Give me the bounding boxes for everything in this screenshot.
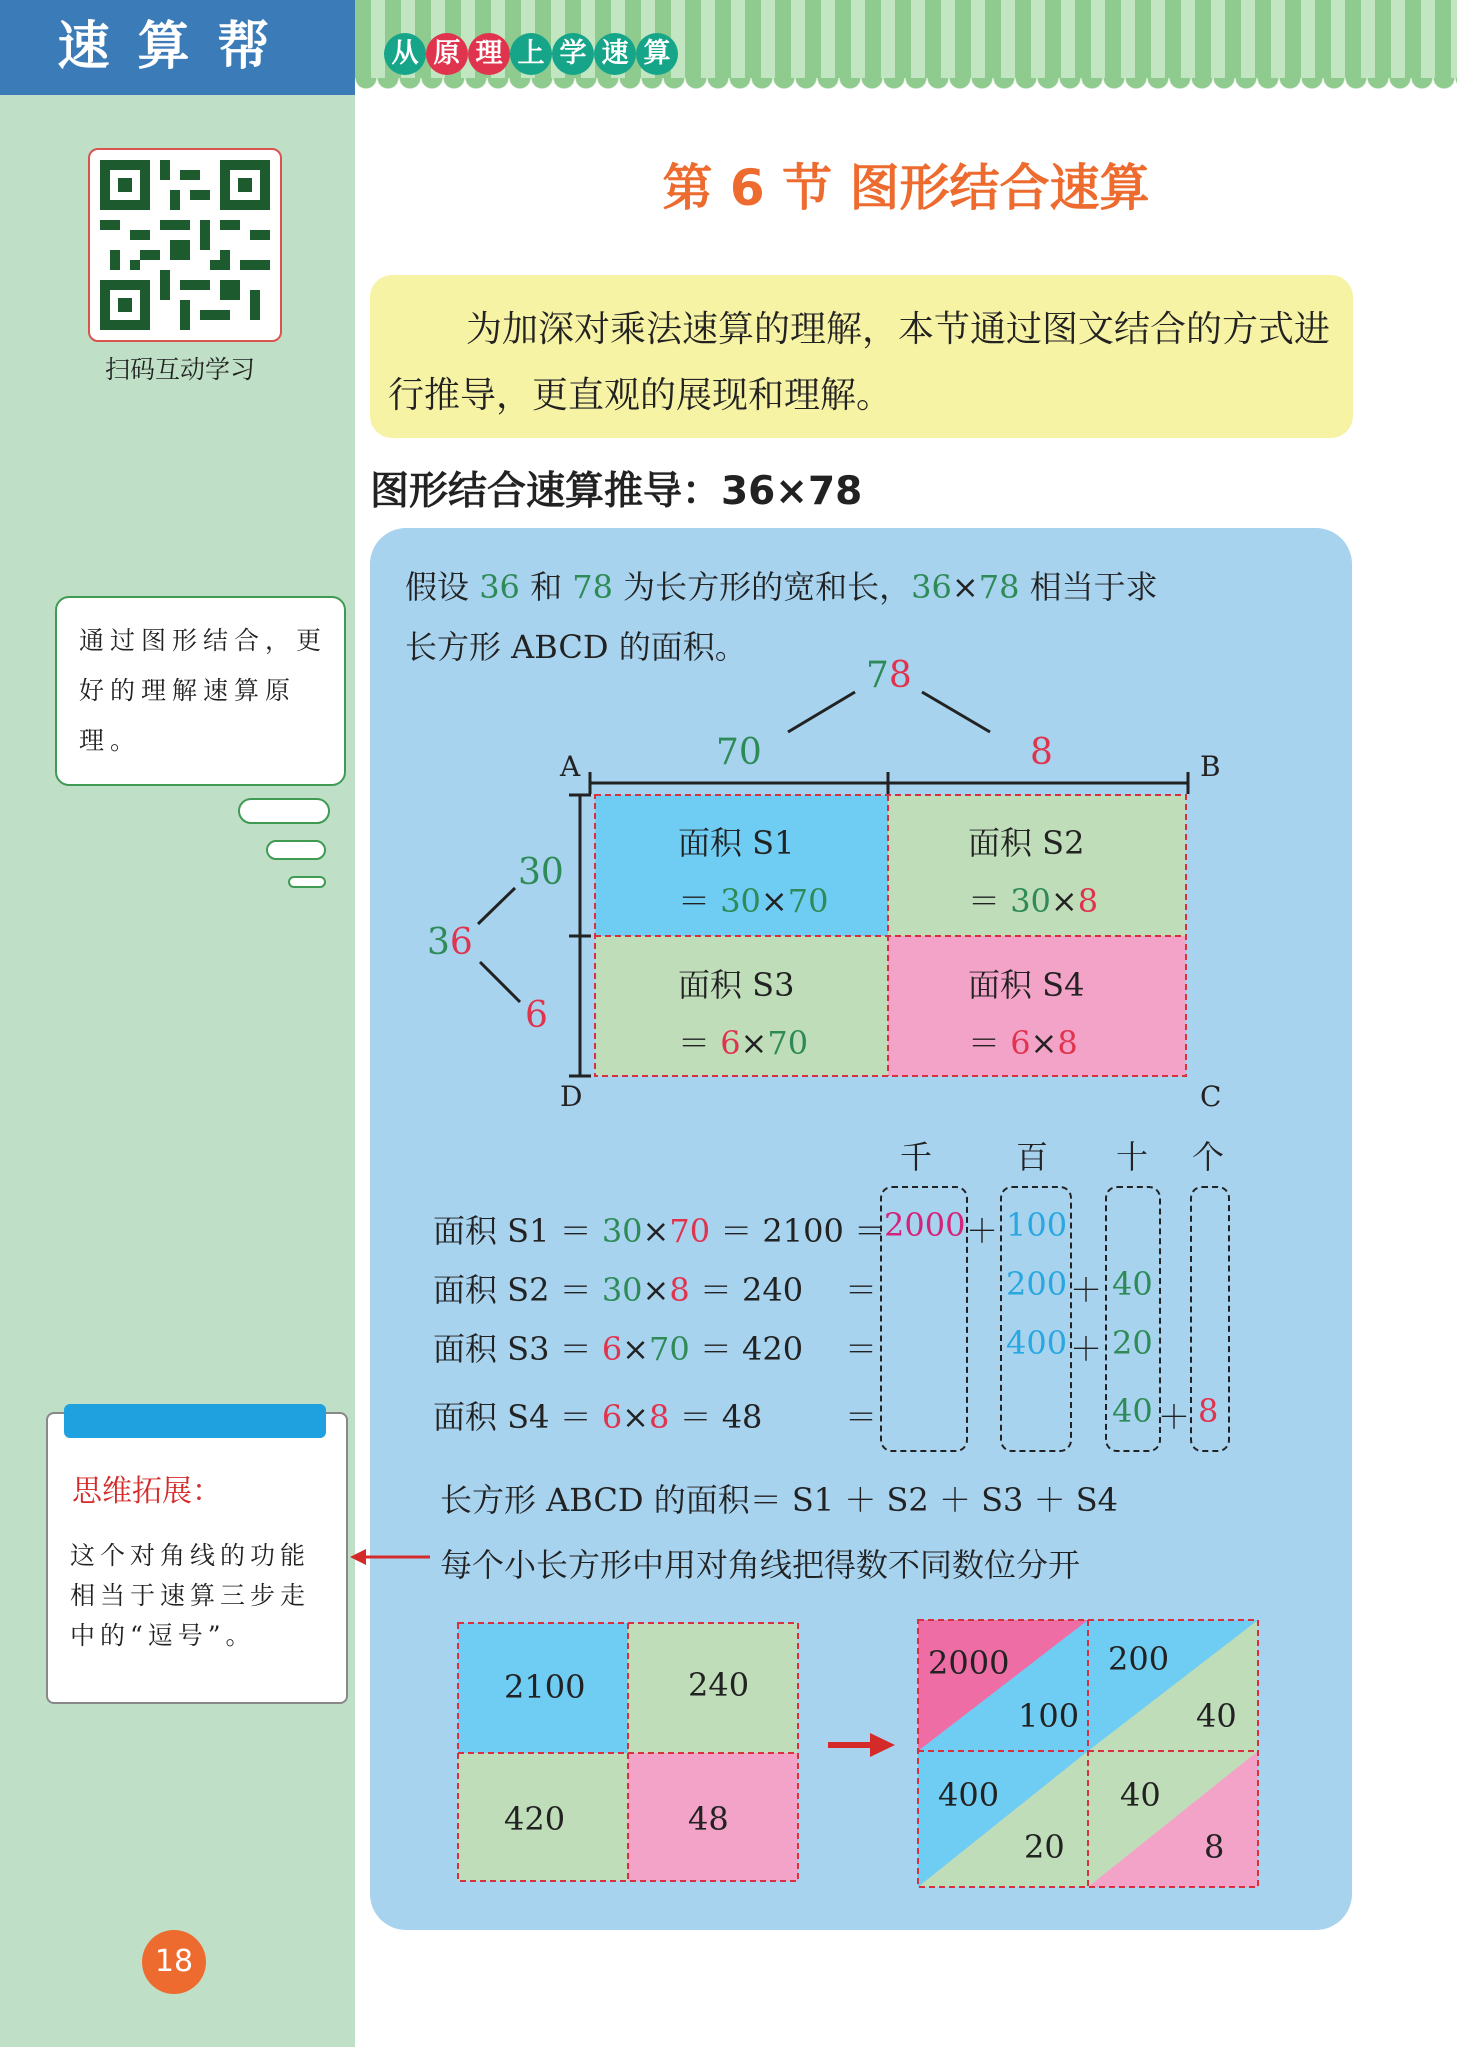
digit-hundreds: 200 [1006, 1265, 1068, 1303]
grid-right-top: 400 [938, 1776, 1000, 1814]
grid-left-value: 420 [504, 1800, 566, 1838]
length-total: 78 [866, 655, 912, 696]
assumption-line1: 假设 36 和 78 为长方形的宽和长，36×78 相当于求 [405, 568, 1158, 606]
digit-hundreds: 400 [1006, 1324, 1068, 1362]
digit-tens: 40 [1112, 1392, 1153, 1430]
corner-a: A [560, 750, 581, 783]
qr-label: 扫码互动学习 [104, 355, 255, 384]
corner-d: D [560, 1080, 583, 1113]
tagline-char: 速 [594, 33, 636, 75]
corner-c: C [1200, 1080, 1222, 1113]
place-header-hundreds: 百 [1016, 1138, 1049, 1176]
eq-sign: ＝ [845, 1398, 878, 1436]
cell-s1-label: 面积 S1 [678, 824, 795, 862]
tagline-char: 从 [384, 33, 426, 75]
length-part-a: 70 [716, 732, 762, 773]
intro-text: 为加深对乘法速算的理解，本节通过图文结合的方式进行推导，更直观的展现和理解。 [388, 309, 1331, 416]
grid-right-bottom: 8 [1204, 1828, 1225, 1866]
length-part-b: 8 [1030, 732, 1053, 773]
eq-sign: ＝ [845, 1271, 878, 1309]
corner-b: B [1200, 750, 1221, 783]
place-header-thousands: 千 [900, 1138, 933, 1176]
grid-right-top: 40 [1120, 1776, 1161, 1814]
tagline-char: 算 [636, 33, 678, 75]
grid-right-top: 2000 [928, 1644, 1010, 1682]
cell-s3-label: 面积 S3 [678, 966, 795, 1004]
pointer-arrow-icon [350, 1549, 366, 1565]
cell-s3-eq: ＝ 6×70 [678, 1024, 809, 1062]
cell-s1-eq: ＝ 30×70 [678, 882, 829, 920]
equation-s2: 面积 S2 ＝ 30×8 ＝ 240 [433, 1271, 804, 1309]
assumption-line2: 长方形 ABCD 的面积。 [405, 628, 747, 666]
digit-hundreds: 100 [1006, 1206, 1068, 1244]
grid-right-bottom: 100 [1018, 1697, 1080, 1735]
transform-arrow-icon [870, 1733, 895, 1757]
digit-tens: 20 [1112, 1324, 1153, 1362]
tagline-char: 学 [552, 33, 594, 75]
grid-left-value: 240 [688, 1666, 750, 1704]
plus-sign: ＋ [1070, 1330, 1103, 1368]
grid-right-bottom: 40 [1196, 1697, 1237, 1735]
equation-s1: 面积 S1 ＝ 30×70 ＝ 2100 ＝ [433, 1212, 887, 1250]
diagonal-note: 每个小长方形中用对角线把得数不同数位分开 [440, 1546, 1081, 1584]
place-header-ones: 个 [1192, 1138, 1225, 1176]
tagline-char: 理 [468, 33, 510, 75]
place-header-tens: 十 [1116, 1138, 1149, 1176]
width-total: 36 [427, 922, 473, 963]
grid-left-value: 2100 [504, 1668, 586, 1706]
grid-right-top: 200 [1108, 1640, 1170, 1678]
extension-text: 这个对角线的功能相当于速算三步走中的“逗号”。 [70, 1541, 311, 1650]
brand-title: 速算帮 [0, 0, 355, 95]
width-part-a: 30 [518, 852, 564, 893]
digit-ones: 8 [1198, 1392, 1219, 1430]
cell-s2-label: 面积 S2 [968, 824, 1085, 862]
note-text: 通过图形结合，更好的理解速算原理。 [79, 626, 328, 755]
tagline-char: 上 [510, 33, 552, 75]
equation-s3: 面积 S3 ＝ 6×70 ＝ 420 [433, 1330, 804, 1368]
plus-sign: ＋ [966, 1212, 999, 1250]
page-number: 18 [142, 1930, 206, 1994]
cell-s4-label: 面积 S4 [968, 966, 1085, 1004]
grid-left-value: 48 [688, 1800, 729, 1838]
cell-s2-eq: ＝ 30×8 [968, 882, 1099, 920]
section-title: 第 6 节 图形结合速算 [662, 159, 1150, 217]
equation-s4: 面积 S4 ＝ 6×8 ＝ 48 [433, 1398, 763, 1436]
area-sum: 长方形 ABCD 的面积＝ S1 ＋ S2 ＋ S3 ＋ S4 [440, 1481, 1119, 1519]
digit-tens: 40 [1112, 1265, 1153, 1303]
plus-sign: ＋ [1158, 1398, 1191, 1436]
tagline-char: 原 [426, 33, 468, 75]
extension-title: 思维拓展： [72, 1474, 222, 1509]
cell-s4-eq: ＝ 6×8 [968, 1024, 1078, 1062]
subtitle: 图形结合速算推导：36×78 [370, 469, 863, 514]
plus-sign: ＋ [1070, 1271, 1103, 1309]
grid-right-bottom: 20 [1024, 1828, 1065, 1866]
width-part-b: 6 [525, 995, 548, 1036]
digit-thousands: 2000 [884, 1206, 966, 1244]
eq-sign: ＝ [845, 1330, 878, 1368]
